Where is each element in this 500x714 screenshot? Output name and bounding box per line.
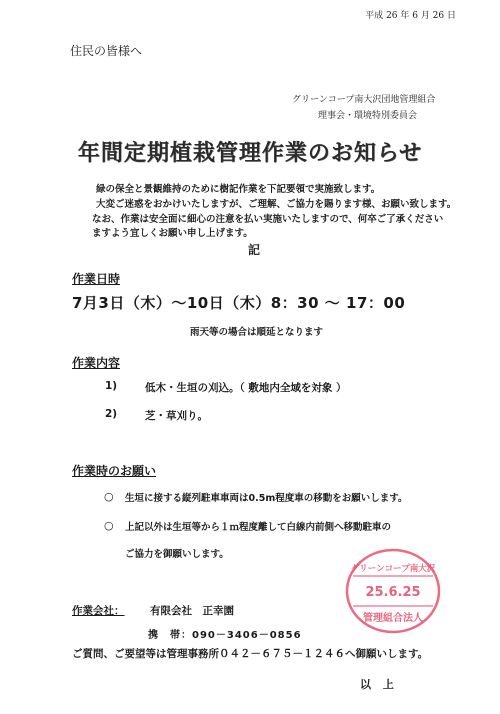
work-item-text: 芝・草刈り。 bbox=[145, 410, 208, 422]
bullet-circle-icon: ○ bbox=[104, 519, 114, 532]
request-item-continued: ご協力を御願いします。 bbox=[125, 549, 229, 560]
bullet-circle-icon: ○ bbox=[104, 490, 114, 503]
organization-committee: 理事会・環境特別委員会 bbox=[318, 111, 418, 121]
work-heading: 作業内容 bbox=[72, 356, 121, 370]
stamp-line-1: グリーンコープ南大沢 bbox=[350, 564, 436, 574]
document-date: 平成 26 年 6 月 26 日 bbox=[365, 11, 456, 21]
organization-seal-stamp bbox=[343, 546, 443, 636]
inquiry-line: ご質問、ご要望等は管理事務所０４２－６７５－１２４６へ御願いします。 bbox=[72, 648, 429, 660]
requests-heading: 作業時のお願い bbox=[72, 464, 157, 478]
page-title: 年間定期植栽管理作業のお知らせ bbox=[77, 141, 423, 166]
stamp-line-3: 管理組合法人 bbox=[363, 613, 423, 624]
contractor-label: 作業会社： bbox=[72, 605, 125, 617]
work-item-number: 2) bbox=[105, 408, 118, 420]
stamp-date: 25.6.25 bbox=[365, 585, 421, 600]
request-item: 上記以外は生垣等から１ｍ程度離して白線内前側へ移動駐車の bbox=[125, 522, 392, 533]
work-item-number: 1) bbox=[105, 380, 118, 392]
work-item-text: 低木・生垣の刈込。（ 敷地内全域を対象 ） bbox=[145, 382, 347, 394]
ki-marker: 記 bbox=[248, 243, 261, 257]
intro-line-1: 緑の保全と景観維持のために樹記作業を下記要領で実施致します。 bbox=[96, 184, 381, 195]
intro-line-4: ますよう宜しくお願い申し上げます。 bbox=[92, 228, 253, 239]
contractor-name: 有限会社 正幸園 bbox=[150, 605, 234, 617]
closing-mark: 以 上 bbox=[360, 678, 398, 691]
organization-name: グリーンコープ南大沢団地管理組合 bbox=[292, 95, 436, 105]
request-item: 生垣に接する縦列駐車車両は0.5m程度車の移動をお願いします。 bbox=[125, 493, 408, 504]
rain-note: 雨天等の場合は順延となります bbox=[190, 327, 324, 338]
intro-line-3: なお、作業は安全面に細心の注意を払い実施いたしますので、何卒ご了承ください bbox=[92, 214, 444, 225]
addressee: 住民の皆様へ bbox=[70, 44, 143, 58]
contractor-phone: 携 帯：090－3406－0856 bbox=[148, 630, 302, 641]
intro-line-2: 大変ご迷惑をおかけいたしますが、ご理解、ご協力を賜ります様、お願い致します。 bbox=[96, 199, 457, 210]
schedule-text: 7月3日（木）～10日（木）8：30 ～ 17：00 bbox=[72, 294, 406, 312]
schedule-heading: 作業日時 bbox=[72, 272, 121, 286]
